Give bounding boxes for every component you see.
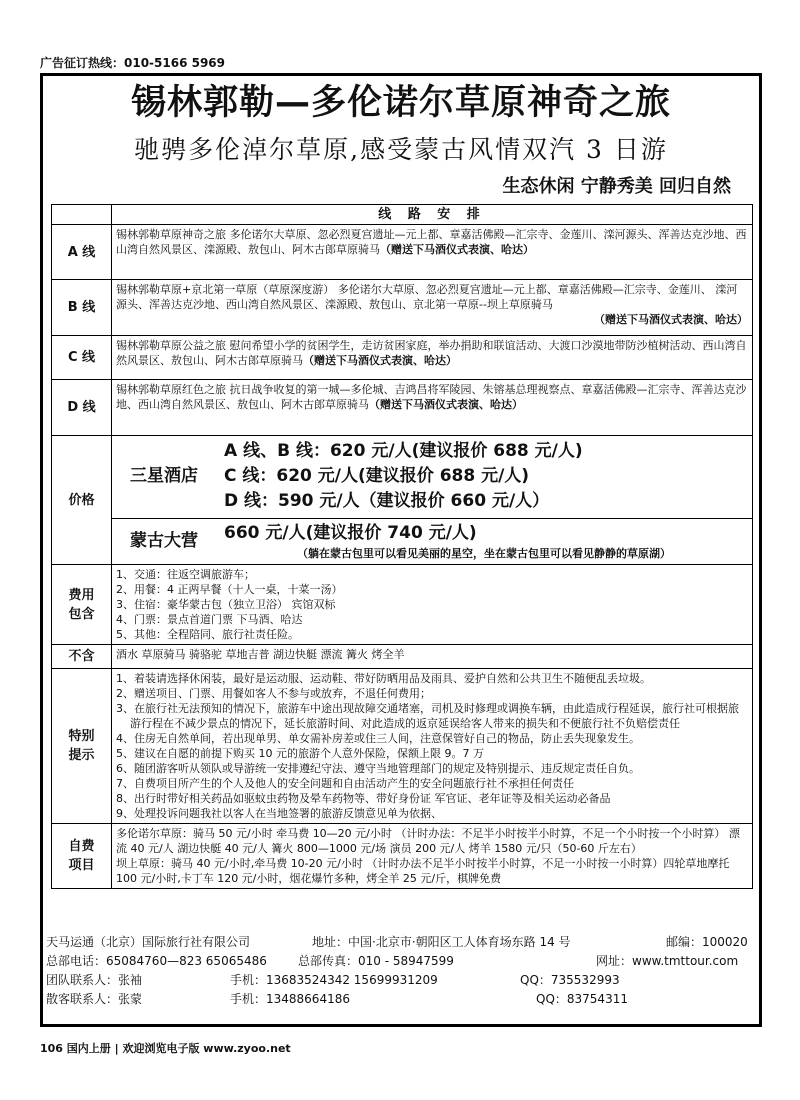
self-pay-list (112, 824, 753, 889)
price-table (112, 436, 752, 564)
group-mobile: 手机：13683524342 15699931209 (230, 973, 438, 987)
route-d-text: 锡林郭勒草原红色之旅 抗日战争收复的第一城—多伦城、吉鸿昌将军陵园、朱镕基总理视察点、章嘉活佛殿—汇宗寺、浑善达克沙地、西山湾自然风景区、敖包山、阿木古郎草原骑马 (116, 383, 747, 411)
route-a-gift: （赠送下马酒仪式表演、哈达） (380, 243, 534, 256)
hq-fax: 总部传真：010 - 58947599 (298, 954, 454, 968)
tip-item: 3、在旅行社无法预知的情况下，旅游车中途出现故障交通堵塞，司机及时修理或调换车辆，由此造成行程延误，旅行社可根据旅游行程在不减少景点的情况下，延长旅游时间、对此造成的返京延误给客人带来的损失和不便旅行社不负赔偿责任 (116, 702, 739, 730)
self-pay-line: 多伦诺尔草原：骑马 50 元/小时 牵马费 10—20 元/小时 （计时办法：不足半小时按半小时算，不足一个小时按一个小时算） 漂流 40 元/人 湖边快艇 40 元/人 篝火 800—1000 元/场 演员 200 元/人 烤羊 1580 元/只（50-60 斤左右） (116, 827, 740, 855)
individual-qq: QQ：83754311 (536, 992, 628, 1006)
postcode: 邮编：100020 (666, 935, 748, 949)
camp-category: 蒙古大营 (112, 518, 216, 564)
page-subtitle: 驰骋多伦淖尔草原,感受蒙古风情双汽 3 日游 (134, 135, 668, 164)
route-c-gift: （赠送下马酒仪式表演、哈达） (303, 354, 457, 367)
route-d-gift: （赠送下马酒仪式表演、哈达） (369, 398, 523, 411)
price-cell (112, 436, 753, 565)
price-label: 价格 (52, 436, 112, 565)
hq-phone: 总部电话：65084760—823 65065486 (46, 954, 267, 968)
route-label-d: D 线 (52, 380, 112, 436)
included-label: 费用 包含 (52, 565, 112, 645)
itinerary-table (51, 204, 753, 889)
tip-item: 5、建议在自愿的前提下购买 10 元的旅游个人意外保险，保额上限 9。7 万 (116, 747, 484, 760)
company-address: 地址：中国·北京市·朝阳区工人体育场东路 14 号 (312, 935, 571, 949)
included-item: 2、用餐：4 正两早餐（十人一桌，十菜一汤） (116, 583, 343, 596)
individual-contact: 散客联系人：张蒙 (46, 992, 143, 1006)
excluded-label: 不含 (52, 645, 112, 669)
tour-flyer-frame (40, 73, 762, 1027)
hotel-category: 三星酒店 (130, 466, 198, 487)
camp-note: （躺在蒙古包里可以看见美丽的星空，坐在蒙古包里可以看见静静的草原湖） (297, 546, 671, 560)
page-info: 106 国内上册 | 欢迎浏览电子版 www.zyoo.net (40, 1042, 291, 1055)
route-header: 线 路 安 排 (112, 205, 753, 225)
company-name: 天马运通（北京）国际旅行社有限公司 (46, 935, 251, 949)
route-b-text: 锡林郭勒草原+京北第一草原（草原深度游） 多伦诺尔大草原、忽必烈夏宫遗址—元上都、章嘉活佛殿—汇宗寺、金莲川、 滦河源头、浑善达克沙地、西山湾自然风景区、滦源殿、敖包山、京北第一草原--坝上草原骑马 (116, 283, 738, 311)
included-item: 5、其他：全程陪同、旅行社责任险。 (116, 628, 299, 641)
excluded-text: 酒水 草原骑马 骑骆驼 草地吉普 湖边快艇 漂流 篝火 烤全羊 (112, 645, 753, 669)
ad-hotline: 广告征订热线：010-5166 5969 (40, 56, 226, 70)
tips-label: 特别 提示 (52, 669, 112, 824)
route-label-a: A 线 (52, 225, 112, 280)
self-pay-label: 自费 项目 (52, 824, 112, 889)
tip-item: 9、处理投诉问题我社以客人在当地签署的旅游反馈意见单为依据、 (116, 807, 442, 820)
price-line-d: D 线：590 元/人（建议报价 660 元/人） (224, 491, 550, 512)
route-a-desc (112, 225, 753, 280)
tip-item: 1、着装请选择休闲装，最好是运动服、运动鞋、带好防晒用品及雨具、爱护自然和公共卫生不随便乱丢垃圾。 (116, 672, 651, 685)
page-title: 锡林郭勒—多伦诺尔草原神奇之旅 (130, 83, 671, 123)
tip-item: 7、自费项目所产生的个人及他人的安全问题和自由活动产生的安全问题旅行社不承担任何责任 (116, 777, 574, 790)
tip-item: 8、出行时带好相关药品如驱蚊虫药物及晕车药物等、带好身份证 军官证、老年证等及相关运动必备品 (116, 792, 611, 805)
route-label-c: C 线 (52, 336, 112, 380)
tip-item: 6、随团游客听从领队或导游统一安排遵纪守法、遵守当地管理部门的规定及特别提示、违反规定责任自负。 (116, 762, 640, 775)
included-item: 3、住宿：豪华蒙古包（独立卫浴） 宾馆双标 (116, 598, 336, 611)
price-line-ab: A 线、B 线：620 元/人(建议报价 688 元/人) (224, 441, 583, 462)
route-b-gift: （赠送下马酒仪式表演、哈达） (594, 313, 748, 326)
included-list (112, 565, 753, 645)
hotel-prices (216, 436, 752, 518)
route-label-b: B 线 (52, 280, 112, 336)
tip-item: 4、住房无自然单间，若出现单男、单女需补房差或住三人间，注意保管好自己的物品，防止丢失现象发生。 (116, 732, 640, 745)
website-link[interactable]: 网址：www.tmttour.com (596, 954, 739, 968)
camp-price-cell (216, 518, 752, 564)
route-c-text: 锡林郭勒草原公益之旅 慰问希望小学的贫困学生，走访贫困家庭，举办捐助和联谊活动、大渡口沙漠地带防沙植树活动、西山湾自然风景区、敖包山、阿木古郎草原骑马 (116, 339, 747, 367)
price-line-c: C 线：620 元/人(建议报价 688 元/人) (224, 466, 530, 487)
contact-footer (40, 933, 762, 1009)
route-d-desc (112, 380, 753, 436)
route-c-desc (112, 336, 753, 380)
camp-price: 660 元/人(建议报价 740 元/人) (224, 522, 477, 543)
route-b-desc (112, 280, 753, 336)
group-qq: QQ：735532993 (520, 973, 620, 987)
route-a-text: 锡林郭勒草原神奇之旅 多伦诺尔大草原、忽必烈夏宫遗址—元上都、章嘉活佛殿—汇宗寺、金莲川、滦河源头、浑善达克沙地、西山湾自然风景区、滦源殿、敖包山、阿木古郎草原骑马 (116, 228, 747, 256)
included-item: 4、门票：景点首道门票 下马酒、哈达 (116, 613, 303, 626)
slogan: 生态休闲 宁静秀美 回归自然 (502, 176, 731, 197)
included-item: 1、交通：往返空调旅游车； (116, 568, 255, 581)
group-contact: 团队联系人：张袖 (46, 973, 143, 987)
tips-list (112, 669, 753, 824)
individual-mobile: 手机：13488664186 (230, 992, 350, 1006)
header-empty-cell (52, 205, 112, 225)
tip-item: 2、赠送项目、门票、用餐如客人不参与或放弃，不退任何费用； (116, 687, 431, 700)
self-pay-line: 坝上草原：骑马 40 元/小时,牵马费 10-20 元/小时 （计时办法不足半小时按半小时算，不足一小时按一小时算）四轮草地摩托 100 元/小时,卡丁车 120 元/小时，烟花爆竹多种，烤全羊 25 元/斤，棋牌免费 (116, 857, 730, 885)
